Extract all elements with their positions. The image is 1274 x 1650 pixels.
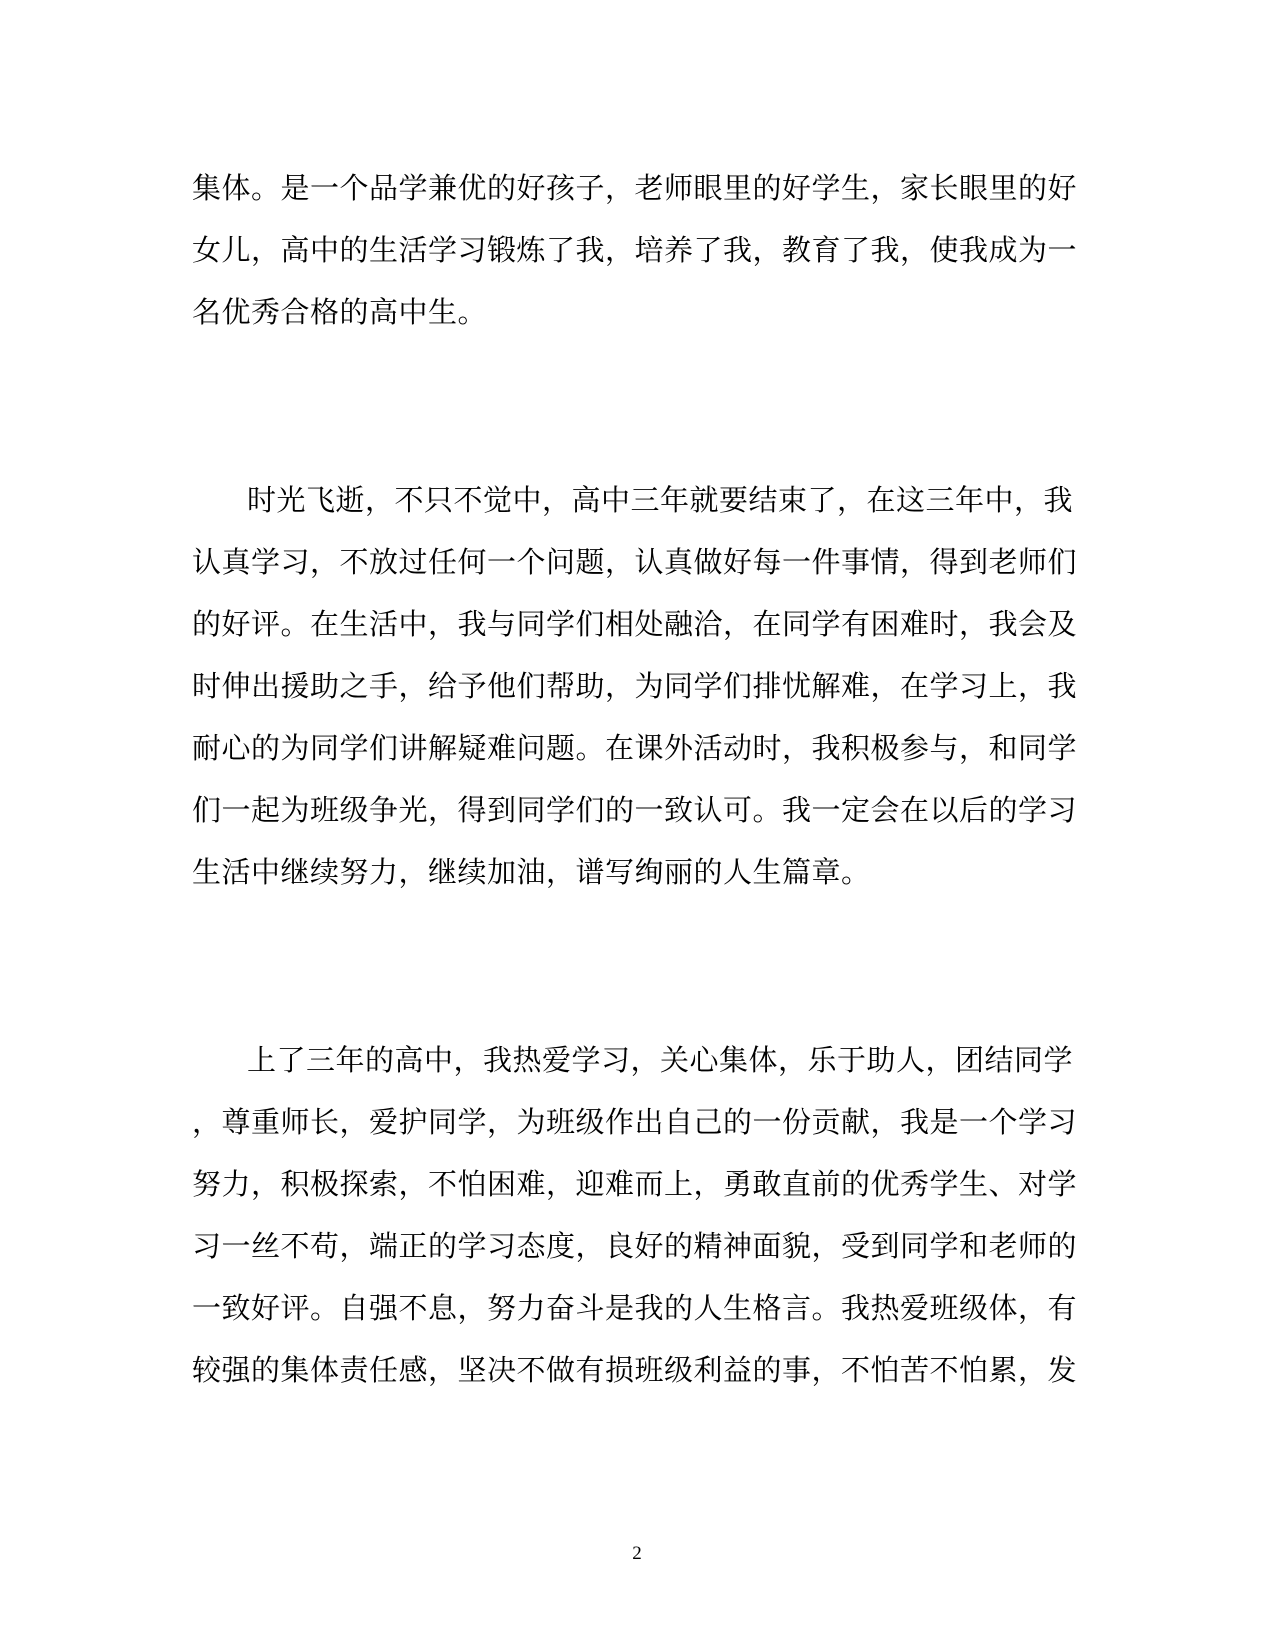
paragraph-1-line-2: 女儿，高中的生活学习锻炼了我，培养了我，教育了我，使我成为一 bbox=[192, 233, 1078, 267]
paragraph-1-line-1: 集体。是一个品学兼优的好孩子，老师眼里的好学生，家长眼里的好 bbox=[192, 171, 1078, 205]
paragraph-3-line-5: 一致好评。自强不息，努力奋斗是我的人生格言。我热爱班级体，有 bbox=[192, 1291, 1078, 1325]
page-number: 2 bbox=[632, 1543, 642, 1564]
paragraph-2-line-1: 时光飞逝，不只不觉中，高中三年就要结束了，在这三年中，我 bbox=[247, 483, 1074, 517]
paragraph-2-line-5: 耐心的为同学们讲解疑难问题。在课外活动时，我积极参与，和同学 bbox=[192, 731, 1078, 765]
paragraph-2-line-4: 时伸出援助之手，给予他们帮助，为同学们排忧解难，在学习上，我 bbox=[192, 669, 1078, 703]
paragraph-3-line-3: 努力，积极探索，不怕困难，迎难而上，勇敢直前的优秀学生、对学 bbox=[192, 1167, 1078, 1201]
paragraph-2-line-3: 的好评。在生活中，我与同学们相处融洽，在同学有困难时，我会及 bbox=[192, 607, 1078, 641]
paragraph-2-line-7: 生活中继续努力，继续加油，谱写绚丽的人生篇章。 bbox=[192, 855, 871, 889]
paragraph-1-line-3: 名优秀合格的高中生。 bbox=[192, 295, 488, 329]
paragraph-3-line-2: ，尊重师长，爱护同学，为班级作出自己的一份贡献，我是一个学习 bbox=[192, 1105, 1078, 1139]
paragraph-3-line-6: 较强的集体责任感，坚决不做有损班级利益的事，不怕苦不怕累，发 bbox=[192, 1353, 1078, 1387]
paragraph-3-line-4: 习一丝不苟，端正的学习态度，良好的精神面貌，受到同学和老师的 bbox=[192, 1229, 1078, 1263]
paragraph-2-line-6: 们一起为班级争光，得到同学们的一致认可。我一定会在以后的学习 bbox=[192, 793, 1078, 827]
paragraph-3-line-1: 上了三年的高中，我热爱学习，关心集体，乐于助人，团结同学 bbox=[247, 1043, 1074, 1077]
paragraph-2-line-2: 认真学习，不放过任何一个问题，认真做好每一件事情，得到老师们 bbox=[192, 545, 1078, 579]
